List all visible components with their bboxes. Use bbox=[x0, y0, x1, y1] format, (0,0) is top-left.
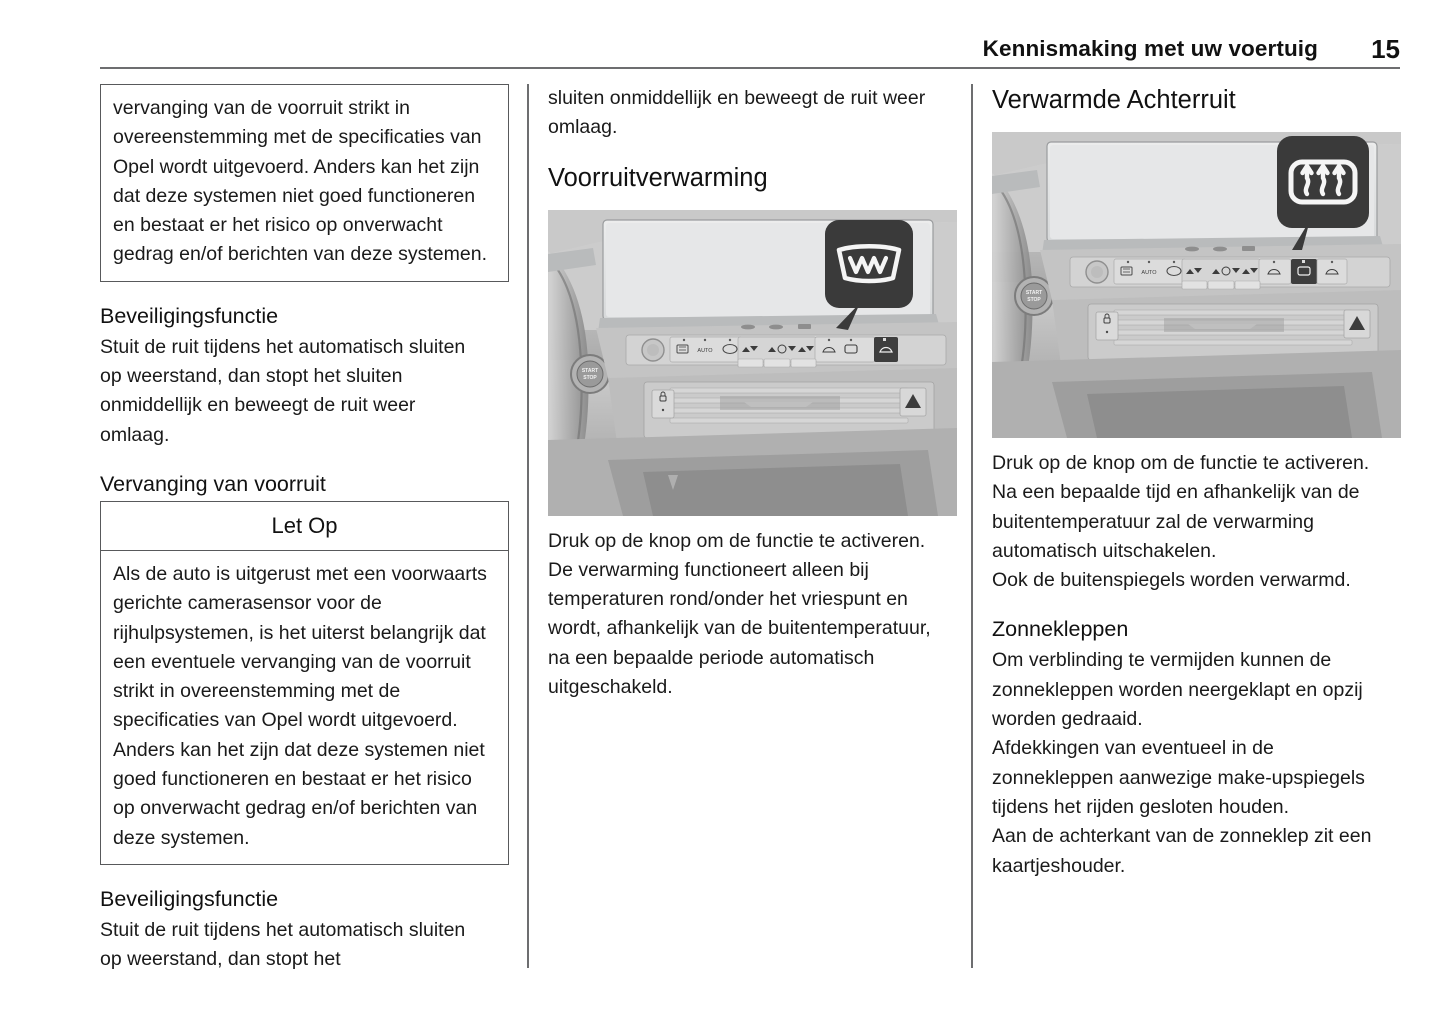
svg-text:STOP: STOP bbox=[1027, 297, 1041, 303]
paragraph-na-bepaalde-tijd: Na een bepaalde tijd en afhankelijk van de buitentemperatuur zal de verwarming automatisch uitschakelen. bbox=[992, 481, 1360, 562]
svg-text:START: START bbox=[1025, 290, 1043, 296]
paragraph-verwarming-functioneert: De verwarming functioneert alleen bij temperaturen rond/onder het vriespunt en wordt, afhankelijk van de buitentemperatuur, na een bepaalde periode automatisch uitgeschakeld. bbox=[548, 558, 931, 699]
figure-windscreen-heating bbox=[548, 210, 957, 516]
paragraph-druk-op-knop-mid: Druk op de knop om de functie te activeren. bbox=[548, 529, 926, 552]
svg-text:AUTO: AUTO bbox=[697, 347, 713, 354]
paragraph-kaartjeshouder: Aan de achterkant van de zonneklep zit een kaartjeshouder. bbox=[992, 825, 1372, 877]
column-divider-left bbox=[527, 84, 529, 968]
heading-beveiligingsfunctie-2: Beveiligingsfunctie bbox=[100, 886, 279, 911]
heading-vervanging-van-voorruit: Vervanging van voorruit bbox=[100, 471, 326, 496]
header-divider-rule bbox=[100, 67, 1400, 69]
paragraph-continued-top: sluiten onmiddellijk en beweegt de ruit weer omlaag. bbox=[548, 87, 926, 139]
spacer bbox=[548, 200, 938, 210]
notice-continued-body bbox=[101, 85, 508, 281]
column-divider-right bbox=[971, 84, 973, 968]
notice-box-let-op bbox=[100, 501, 509, 865]
svg-text:STOP: STOP bbox=[583, 374, 597, 381]
spacer bbox=[100, 865, 490, 884]
middle-column bbox=[548, 84, 938, 702]
svg-text:START: START bbox=[581, 367, 599, 374]
heading-zonnekleppen: Zonnekleppen bbox=[992, 617, 1129, 642]
dashboard-illustration-rear-window bbox=[992, 132, 1401, 438]
left-column bbox=[100, 84, 490, 975]
heading-verwarmde-achterruit: Verwarmde Achterruit bbox=[992, 86, 1236, 114]
figure-caption-wrapper-right bbox=[992, 449, 1382, 595]
notice-let-op-text: Als de auto is uitgerust met een voorwaarts gerichte camerasensor voor de rijhulpsystemen, is het uiterst belangrijk dat een eventuele vervanging van de voorruit strikt in overeenstemming met de specificaties van Opel wordt uitgevoerd. Anders kan het zijn dat deze systemen niet goed functioneren en bestaat er het risico op onverwacht gedrag en/of berichten van deze systemen. bbox=[113, 562, 487, 849]
spacer bbox=[100, 282, 490, 301]
heading-beveiligingsfunctie-1: Beveiligingsfunctie bbox=[100, 303, 279, 328]
paragraph-buitenspiegels: Ook de buitenspiegels worden verwarmd. bbox=[992, 569, 1351, 592]
page-header bbox=[100, 36, 1400, 68]
spacer bbox=[992, 122, 1382, 132]
spacer bbox=[992, 595, 1382, 614]
notice-let-op-title: Let Op bbox=[101, 502, 508, 551]
paragraph-beveiligingsfunctie-1: Stuit de ruit tijdens het automatisch sluiten op weerstand, dan stopt het sluiten onmiddellijk en beweegt de ruit weer omlaag. bbox=[100, 335, 466, 446]
page-number: 15 bbox=[1371, 34, 1400, 64]
notice-continued-text: vervanging van de voorruit strikt in overeenstemming met de specificaties van Opel wordt uitgevoerd. Anders kan het zijn dat deze systemen niet goed functioneren en bestaat er het risico op onverwacht gedrag en/of berichten van deze systemen. bbox=[113, 97, 487, 266]
spacer bbox=[548, 143, 938, 162]
svg-text:AUTO: AUTO bbox=[1141, 270, 1157, 276]
right-column bbox=[992, 84, 1382, 881]
notice-let-op-body bbox=[101, 551, 508, 864]
heading-voorruitverwarming: Voorruitverwarming bbox=[548, 163, 768, 192]
figure-caption-wrapper bbox=[548, 527, 938, 703]
paragraph-afdekkingen: Afdekkingen van eventueel in de zonnekleppen aanwezige make-upspiegels tijdens het rijden gesloten houden. bbox=[992, 737, 1365, 818]
page-title: Kennismaking met uw voertuig bbox=[982, 36, 1318, 61]
spacer bbox=[100, 450, 490, 469]
paragraph-verblinding: Om verblinding te vermijden kunnen de zonnekleppen worden neergeklapt en opzij worden gedraaid. bbox=[992, 649, 1363, 731]
paragraph-druk-op-knop-right: Druk op de knop om de functie te activeren. bbox=[992, 452, 1370, 474]
figure-rear-window-heating bbox=[992, 132, 1401, 438]
dashboard-illustration-windscreen bbox=[548, 210, 957, 516]
paragraph-beveiligingsfunctie-2: Stuit de ruit tijdens het automatisch sluiten op weerstand, dan stopt het bbox=[100, 918, 466, 971]
notice-box-continued bbox=[100, 84, 509, 282]
